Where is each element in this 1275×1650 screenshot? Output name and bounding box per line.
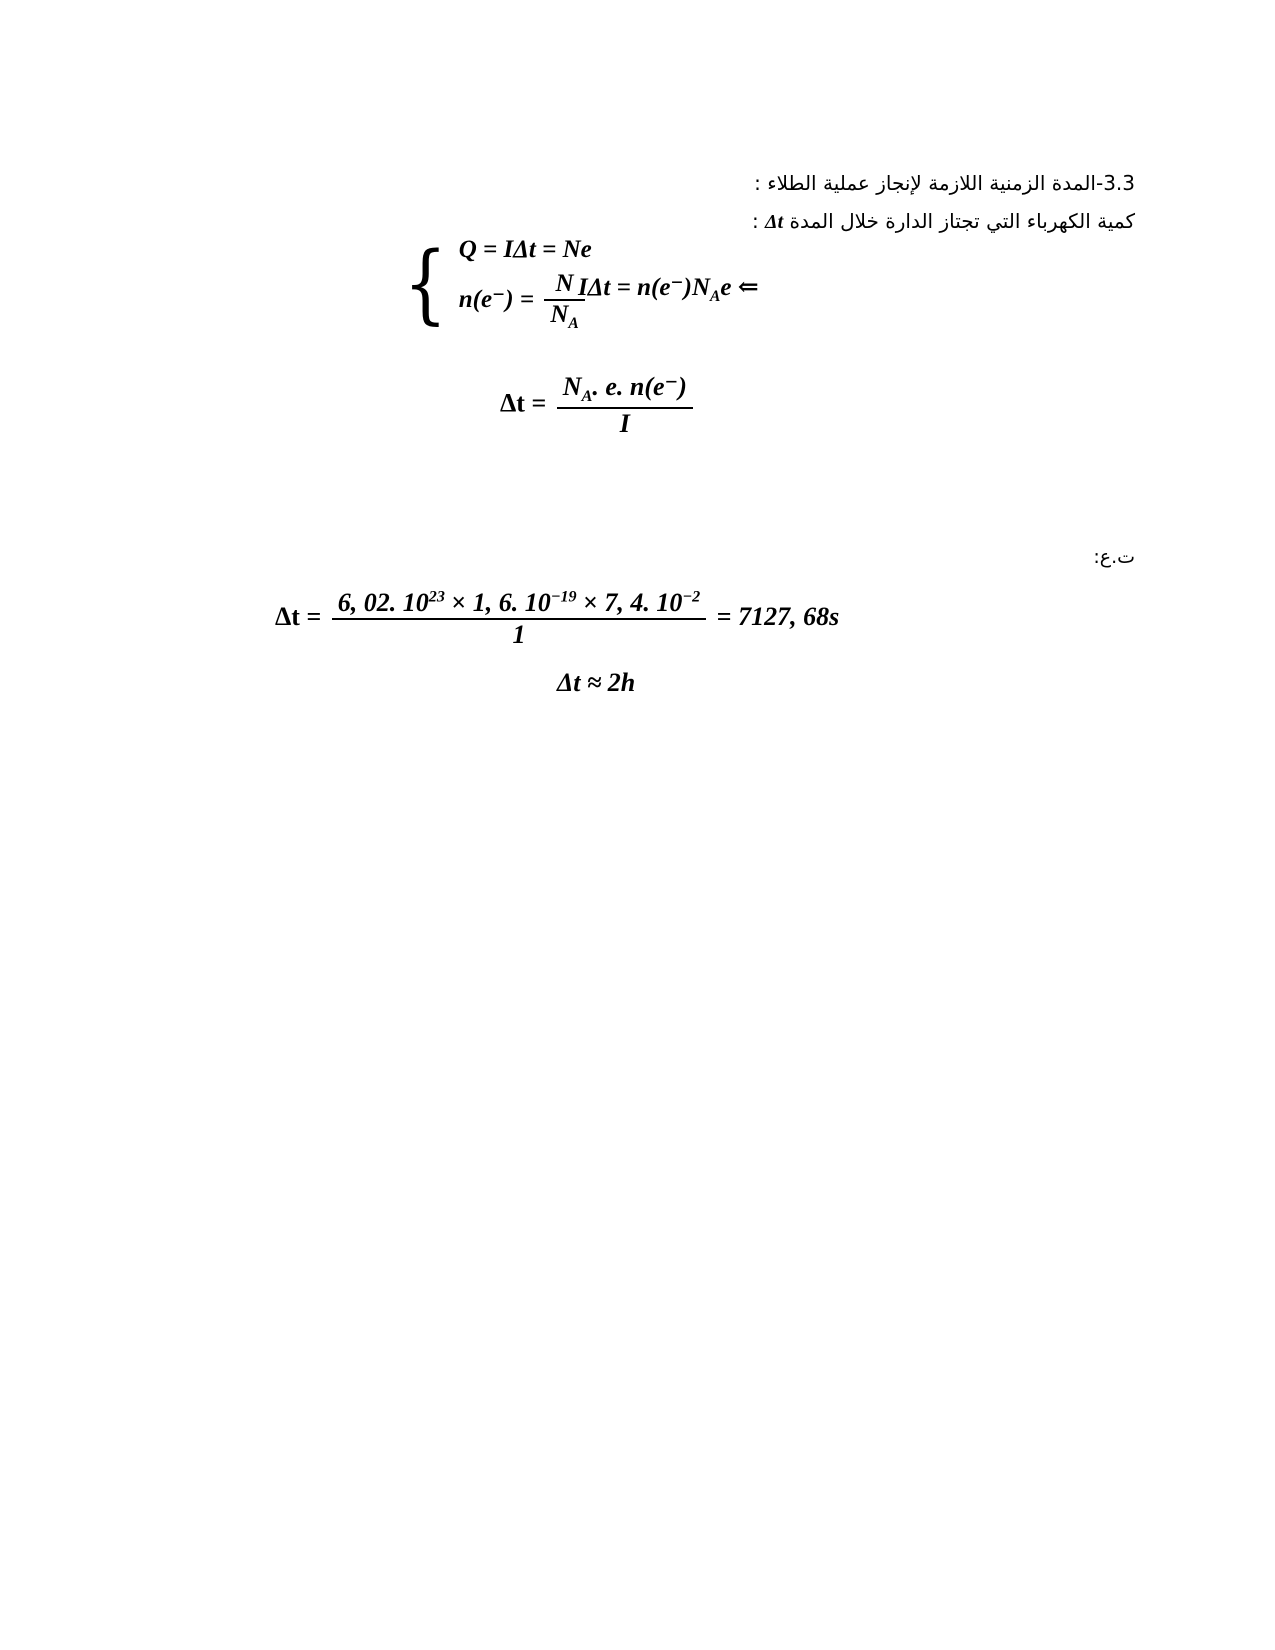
formula-lhs: Δt =: [500, 388, 547, 418]
implication-arrow-icon: ⇐: [737, 274, 759, 301]
subtitle-text-after: :: [751, 209, 759, 233]
calc-result: 7127, 68s: [738, 601, 840, 631]
calc-equals: =: [716, 601, 732, 631]
calc-fraction: [332, 588, 706, 650]
delta-t-approximation: Δt ≈ 2h: [557, 668, 636, 697]
calc-lhs: Δt =: [275, 601, 322, 631]
formula-denominator: I: [557, 407, 693, 439]
fraction-numerator: N: [555, 270, 574, 297]
subtitle-line: [752, 206, 1135, 237]
formula-numerator: $N_A$. e. n(e⁻): [562, 372, 687, 406]
delta-t-calculation: [275, 588, 839, 650]
subtitle-text-before: كمية الكهرباء التي تجتاز الدارة خلال المدة: [789, 209, 1135, 233]
left-brace-icon: {: [403, 233, 448, 334]
system-equation-2: [459, 270, 592, 333]
numeric-application-label: ت.ع:: [1093, 546, 1135, 568]
question-heading: 3.3-المدة الزمنية اللازمة لإنجاز عملية الطلاء :: [754, 171, 1135, 195]
system-equation-1: Q = IΔt = Ne: [458, 236, 592, 263]
delta-t-symbol: Δt: [765, 211, 784, 233]
fraction-denominator: $N_A$: [544, 299, 584, 333]
delta-t-formula: [500, 372, 697, 439]
calc-denominator: 1: [332, 618, 706, 650]
system-eq2-lhs: n(e⁻) =: [458, 286, 535, 314]
formula-fraction: [557, 372, 693, 439]
implication-line: [578, 272, 759, 306]
equation-system: [398, 233, 592, 334]
implication-expression: $I\Delta t = n(e^-)N_Ae$: [578, 274, 732, 305]
calc-numerator: 6, 02. $10^{23} \times 1$, 6. $10^{-19} \times 7$, 4. $10^{-2}$: [337, 588, 701, 617]
